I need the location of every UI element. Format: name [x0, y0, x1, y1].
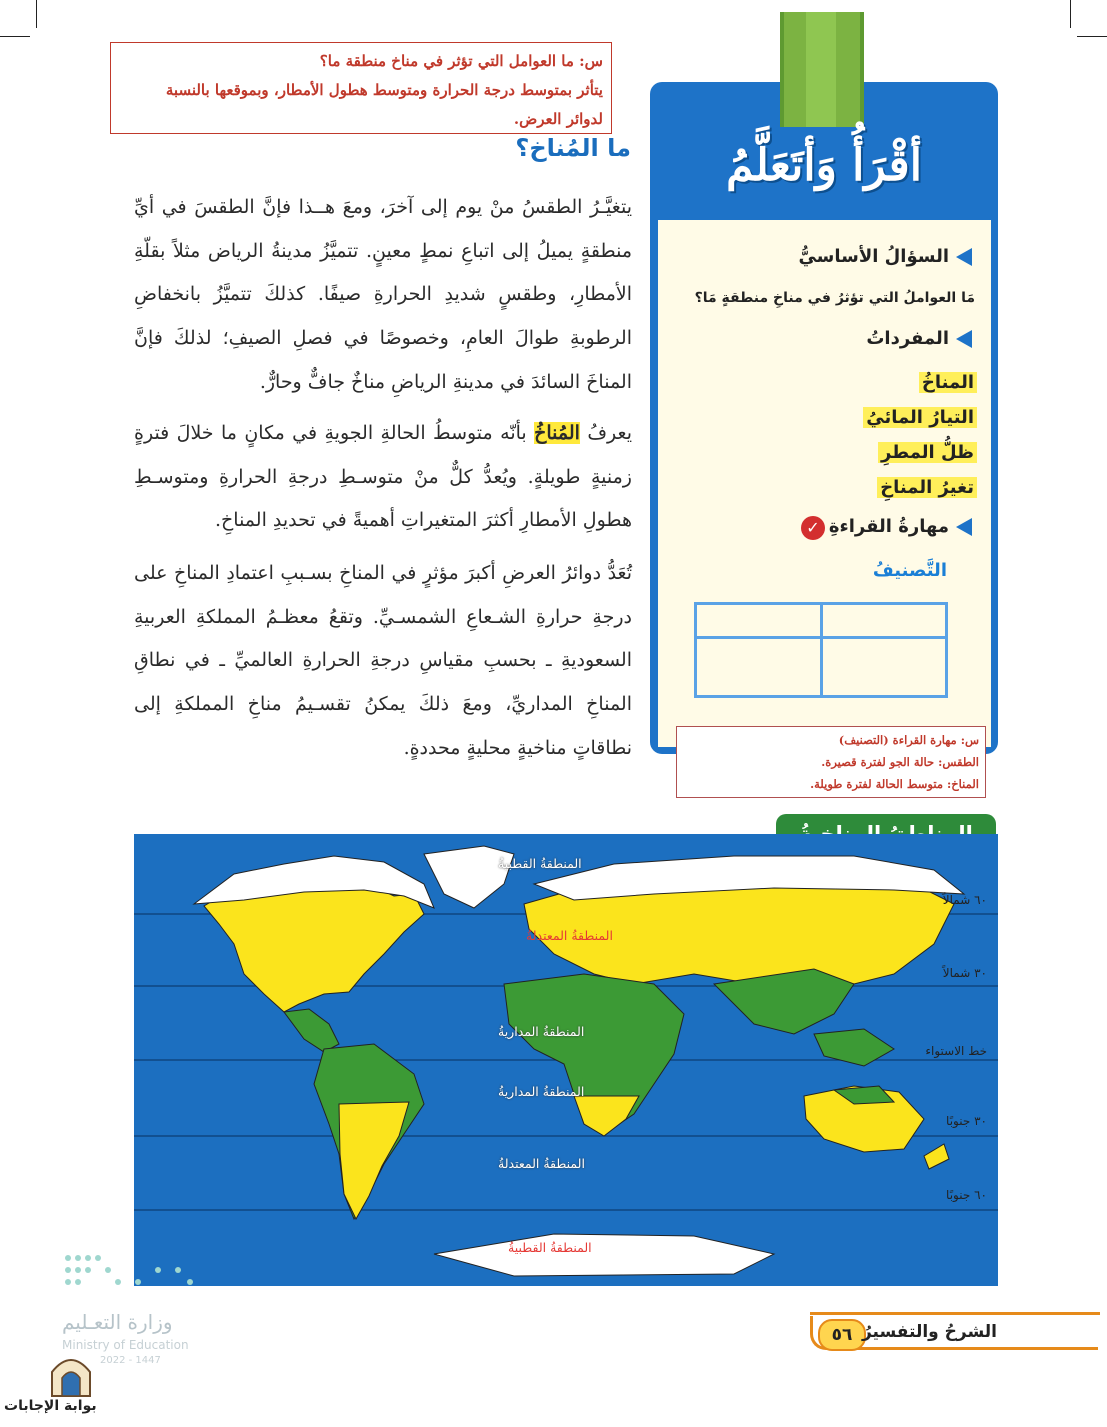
latitude-label: ٣٠ شمالاً — [942, 966, 987, 980]
section-heading: ما المُناخ؟ — [515, 134, 631, 162]
zone-label-polar-south: المنطقةُ القطبيةُ — [508, 1240, 592, 1255]
zone-label-temperate-north: المنطقةُ المعتدلةُ — [526, 928, 613, 943]
latitude-label: خط الاستواء — [925, 1044, 987, 1058]
latitude-label: ٦٠ جنوبًا — [946, 1188, 987, 1202]
answer-line: المناخ: متوسط الحالة لفترة طويلة. — [810, 777, 979, 791]
table-divider — [694, 636, 948, 639]
mosque-logo-icon — [48, 1352, 94, 1398]
answer-line-continued: لدوائر العرض. — [513, 110, 603, 128]
paragraph-2 — [134, 412, 632, 543]
reading-skill-answer-box — [676, 726, 986, 798]
ministry-logo-dots — [60, 1250, 200, 1300]
crop-mark — [1070, 0, 1071, 28]
checkmark-icon: ✓ — [801, 516, 825, 540]
zone-label-polar-north: المنطقةُ القطبيةُ — [498, 856, 582, 871]
crop-mark — [1077, 36, 1107, 37]
table-divider — [820, 602, 823, 698]
paragraph-2-rest: بأنّه متوسطُ الحالةِ الجويةِ في مكانٍ ما خلالَ فترةٍ زمنيةٍ طويلةٍ. ويُعدُّ كلٌّ منْ متوسـطِ درجةِ الحرارةِ ومتوسـطِ هطولِ الأمطارِ أكثرَ المتغيراتِ أهميةً في تحديدِ المناخِ. — [134, 422, 632, 532]
crop-mark — [0, 36, 30, 37]
page-number: ٥٦ — [818, 1319, 866, 1351]
bookmark-tab-stripe — [806, 12, 836, 127]
triangle-arrow-icon — [956, 330, 972, 348]
climate-zones-map — [134, 834, 998, 1286]
answer-line: س: مهارة القراءة (التصنيف) — [838, 733, 979, 747]
zone-label-temperate-south: المنطقةُ المعتدلةُ — [498, 1156, 585, 1171]
ministry-year: 2022 - 1447 — [100, 1355, 161, 1366]
zone-label-tropical-south: المنطقةُ المداريةُ — [498, 1084, 585, 1099]
panel-title: أقْرَأُ وَأتَعَلَّمُ — [726, 140, 922, 191]
vocab-item: تغيرُ المناخِ — [877, 477, 977, 498]
triangle-arrow-icon — [956, 518, 972, 536]
highlighted-term: المُناخُ — [534, 422, 580, 444]
paragraph-1: يتغيَّـرُ الطقسُ منْ يوم إلى آخرَ، ومعَ هــذا فإنَّ الطقسَ في أيِّ منطقةٍ يميلُ إلى اتباعِ نمطٍ معينٍ. تتميَّزُ مدينةُ الرياض مثلاً بقلّةِ الأمطارِ، وطقسٍ شديدِ الحرارةِ صيفًا. كذلكَ تتميَّزُ بانخفاضِ الرطوبةِ طوالَ العامِ، وخصوصًا في فصلِ الصيفِ؛ لذلكَ فإنَّ المناخَ السائدَ في مدينةِ الرياضِ مناخٌ جافٌّ وحارٌّ. — [134, 196, 632, 393]
zone-label-tropical-north: المنطقةُ المداريةُ — [498, 1024, 585, 1039]
latitude-label: ٦٠ شمالاً — [942, 893, 987, 907]
ministry-name-arabic: وزارة التعـليم — [62, 1310, 173, 1334]
crop-mark — [36, 0, 37, 28]
essential-question-label: السؤالُ الأساسيُّ — [798, 246, 949, 267]
reading-skill-label: مهارةُ القراءةِ — [828, 516, 949, 537]
question-line: س: ما العوامل التي تؤثر في مناخ منطقة ما؟ — [319, 52, 603, 70]
triangle-arrow-icon — [956, 248, 972, 266]
vocab-item: التيارُ المائيُ — [863, 407, 977, 428]
vocab-item: المناخُ — [919, 372, 977, 393]
vocabulary-label: المفرداتُ — [866, 328, 949, 349]
vocab-item: ظلُّ المطرِ — [878, 442, 977, 463]
answer-line: يتأثر بمتوسط درجة الحرارة ومتوسط هطول الأمطار، وبموقعها بالنسبة — [165, 81, 603, 99]
footer-section-title: الشرحُ والتفسيرُ — [861, 1322, 997, 1342]
question-answer-box — [110, 42, 612, 134]
footer-rule — [810, 1312, 1100, 1315]
site-name: بوابة الإجابات — [4, 1398, 97, 1414]
reading-skill: التَّصنيفُ — [872, 560, 947, 581]
answer-line: الطقس: حالة الجو لفترة قصيرة. — [821, 755, 979, 769]
latitude-label: ٣٠ جنوبًا — [946, 1114, 987, 1128]
paragraph-2-start: يعرفُ — [579, 422, 632, 444]
paragraph-3: تُعَدُّ دوائرُ العرضِ أكبرَ مؤثرٍ في المناخِ بسـببِ اعتمادِ المناخِ على درجةِ حرارةِ الشـعاعِ الشمسـيِّ. وتقعُ معظـمُ المملكةِ العربيةِ السعوديةِ ـ بحسبِ مقياسِ درجةِ الحرارةِ العالميِّ ـ في نطاقِ المناخِ المداريِّ، ومعَ ذلكَ يمكنُ تقسـيمُ مناخِ المملكةِ إلى نطاقاتٍ مناخيةٍ محليةٍ محددةٍ. — [134, 562, 632, 759]
essential-question: مَا العواملُ التي تؤثرُ في مناخِ منطقةٍ مَا؟ — [694, 290, 975, 306]
ministry-name-english: Ministry of Education — [62, 1338, 189, 1352]
